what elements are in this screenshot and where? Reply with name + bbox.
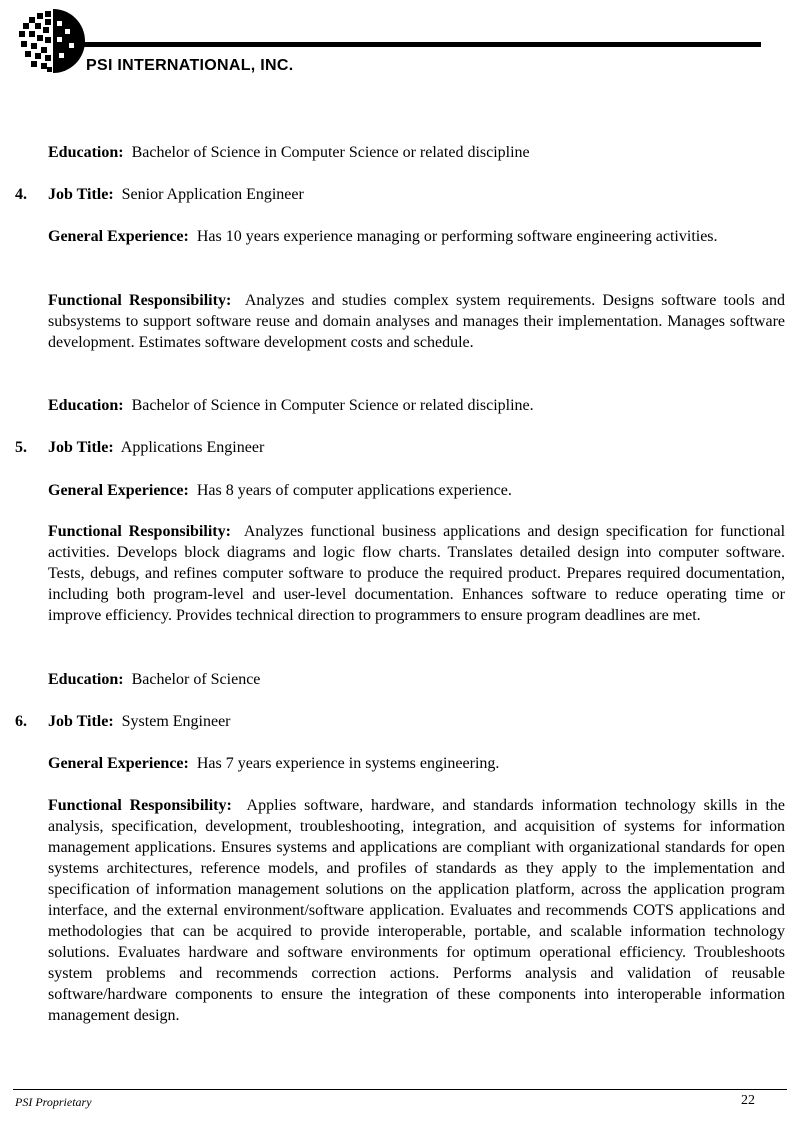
responsibility-text: Analyzes functional business applications and design specification for functional activities. Develops block diagrams and logic flow charts. Translates detailed design into computer software. Tests, debugs, and refines computer software to produce the required product. Prepares required documentation, including both program-level and user-level documentation. Enhances software to reduce operating time or improve efficiency. Provides technical direction to programmers to ensure program deadlines are met. xyxy=(48,523,786,624)
general-experience xyxy=(48,480,785,501)
job-title xyxy=(48,711,785,732)
experience-label: General Experience: xyxy=(48,228,189,245)
job-number: 4. xyxy=(15,186,27,203)
education xyxy=(48,669,785,690)
job-title xyxy=(48,437,785,458)
functional-responsibility xyxy=(48,795,785,1026)
functional-responsibility xyxy=(48,521,785,626)
general-experience xyxy=(48,753,785,774)
job-title-label: Job Title: xyxy=(48,186,114,203)
footer-proprietary: PSI Proprietary xyxy=(15,1095,92,1109)
job-number: 6. xyxy=(15,713,27,730)
experience-text: Has 7 years experience in systems engineering. xyxy=(196,755,500,772)
experience-text: Has 10 years experience managing or performing software engineering activities. xyxy=(196,228,718,245)
education-text: Bachelor of Science in Computer Science or related discipline xyxy=(131,144,530,161)
job-title-text: System Engineer xyxy=(121,713,231,730)
responsibility-label: Functional Responsibility: xyxy=(48,797,232,814)
job-number: 5. xyxy=(15,439,27,456)
company-name: PSI INTERNATIONAL, INC. xyxy=(86,57,294,74)
responsibility-label: Functional Responsibility: xyxy=(48,292,232,309)
education-text: Bachelor of Science xyxy=(131,671,261,688)
responsibility-text: Analyzes and studies complex system requirements. Designs software tools and subsystems to support software reuse and domain analyses and manages their implementation. Manages software development. Estimates software development costs and schedule. xyxy=(48,292,786,351)
education-text: Bachelor of Science in Computer Science or related discipline. xyxy=(131,397,534,414)
education-label: Education: xyxy=(48,144,124,161)
experience-label: General Experience: xyxy=(48,482,189,499)
job-title-label: Job Title: xyxy=(48,439,114,456)
functional-responsibility xyxy=(48,290,785,353)
footer-rule xyxy=(13,1089,787,1090)
lead-education xyxy=(48,142,785,163)
job-title-label: Job Title: xyxy=(48,713,114,730)
header-rule xyxy=(80,42,761,47)
job-title xyxy=(48,184,785,205)
general-experience xyxy=(48,226,785,247)
job-title-text: Applications Engineer xyxy=(120,439,265,456)
education xyxy=(48,395,785,416)
page-number: 22 xyxy=(741,1093,755,1108)
company-logo xyxy=(17,7,85,75)
responsibility-label: Functional Responsibility: xyxy=(48,523,231,540)
education-label: Education: xyxy=(48,671,124,688)
experience-label: General Experience: xyxy=(48,755,189,772)
responsibility-text: Applies software, hardware, and standards information technology skills in the analysis, specification, development, troubleshooting, integration, and acquisition of systems for information management applications. Ensures systems and applications are compliant with organizational standards for open systems architectures, reference models, and profiles of standards as they apply to the implementation and specification of information management solutions on the application platform, across the application program interface, and the external environment/software application. Evaluates and recommends COTS applications and methodologies that can be acquired to provide interoperable, portable, and scalable information technology solutions. Evaluates hardware and software environments for optimum operational efficiency. Troubleshoots system problems and recommends correction actions. Performs analysis and validation of reusable software/hardware components to ensure the integration of these components into interoperable information management design. xyxy=(48,797,785,1024)
job-title-text: Senior Application Engineer xyxy=(121,186,304,203)
education-label: Education: xyxy=(48,397,124,414)
experience-text: Has 8 years of computer applications experience. xyxy=(196,482,512,499)
